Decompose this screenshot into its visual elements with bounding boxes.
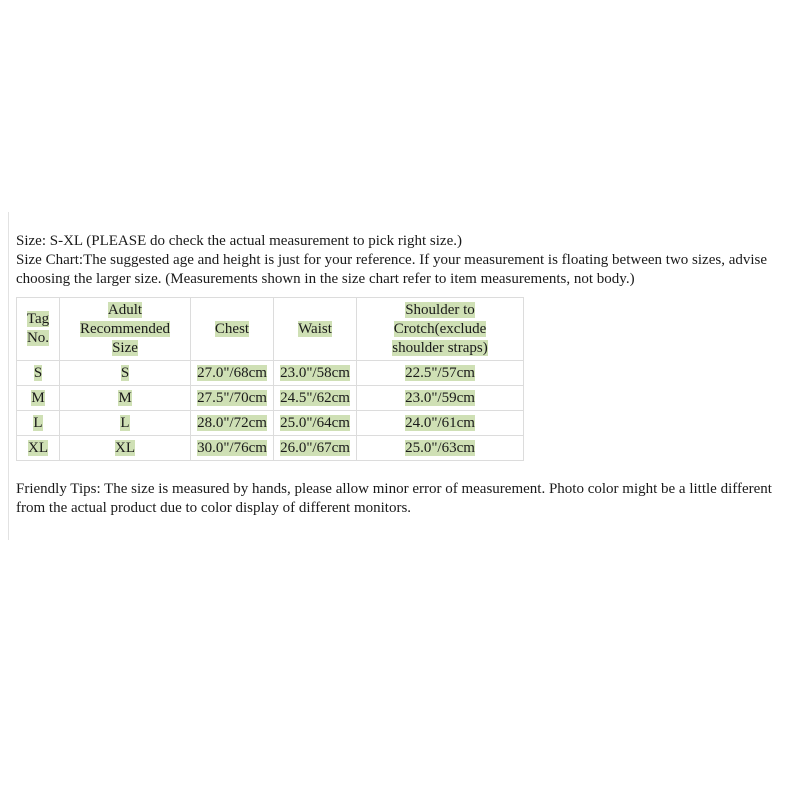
cell-tag: L <box>17 411 60 436</box>
table-row <box>17 361 524 386</box>
product-size-description <box>16 232 800 518</box>
table-row <box>17 411 524 436</box>
header-adult-recommended-size: Adult Recommended Size <box>60 298 191 361</box>
left-border-line <box>8 212 9 540</box>
cell-chest: 28.0"/72cm <box>191 411 274 436</box>
cell-tag: M <box>17 386 60 411</box>
cell-chest: 27.5"/70cm <box>191 386 274 411</box>
size-chart-table <box>16 297 524 461</box>
cell-shoulder: 23.0"/59cm <box>357 386 524 411</box>
cell-shoulder: 25.0"/63cm <box>357 436 524 461</box>
header-waist: Waist <box>274 298 357 361</box>
cell-size: S <box>60 361 191 386</box>
cell-tag: S <box>17 361 60 386</box>
cell-shoulder: 22.5"/57cm <box>357 361 524 386</box>
size-chart-note: Size Chart:The suggested age and height is just for your reference. If your measurement is floating between two sizes, advise choosing the larger size. (Measurements shown in the size chart refer to item measurements, not body.) <box>16 252 768 287</box>
cell-chest: 27.0"/68cm <box>191 361 274 386</box>
header-shoulder-to-crotch: Shoulder to Crotch(exclude shoulder straps) <box>357 298 524 361</box>
table-row <box>17 436 524 461</box>
cell-waist: 23.0"/58cm <box>274 361 357 386</box>
cell-shoulder: 24.0"/61cm <box>357 411 524 436</box>
cell-waist: 24.5"/62cm <box>274 386 357 411</box>
table-row <box>17 386 524 411</box>
cell-waist: 25.0"/64cm <box>274 411 357 436</box>
cell-size: L <box>60 411 191 436</box>
size-range-line: Size: S-XL (PLEASE do check the actual measurement to pick right size.) <box>16 233 462 249</box>
table-header-row <box>17 298 524 361</box>
friendly-tips: Friendly Tips: The size is measured by hands, please allow minor error of measurement. Photo color might be a little different from the actual product due to color display of different monitors. <box>16 481 772 516</box>
cell-waist: 26.0"/67cm <box>274 436 357 461</box>
cell-size: M <box>60 386 191 411</box>
cell-size: XL <box>60 436 191 461</box>
cell-tag: XL <box>17 436 60 461</box>
header-chest: Chest <box>191 298 274 361</box>
cell-chest: 30.0"/76cm <box>191 436 274 461</box>
header-tag-no: Tag No. <box>17 298 60 361</box>
